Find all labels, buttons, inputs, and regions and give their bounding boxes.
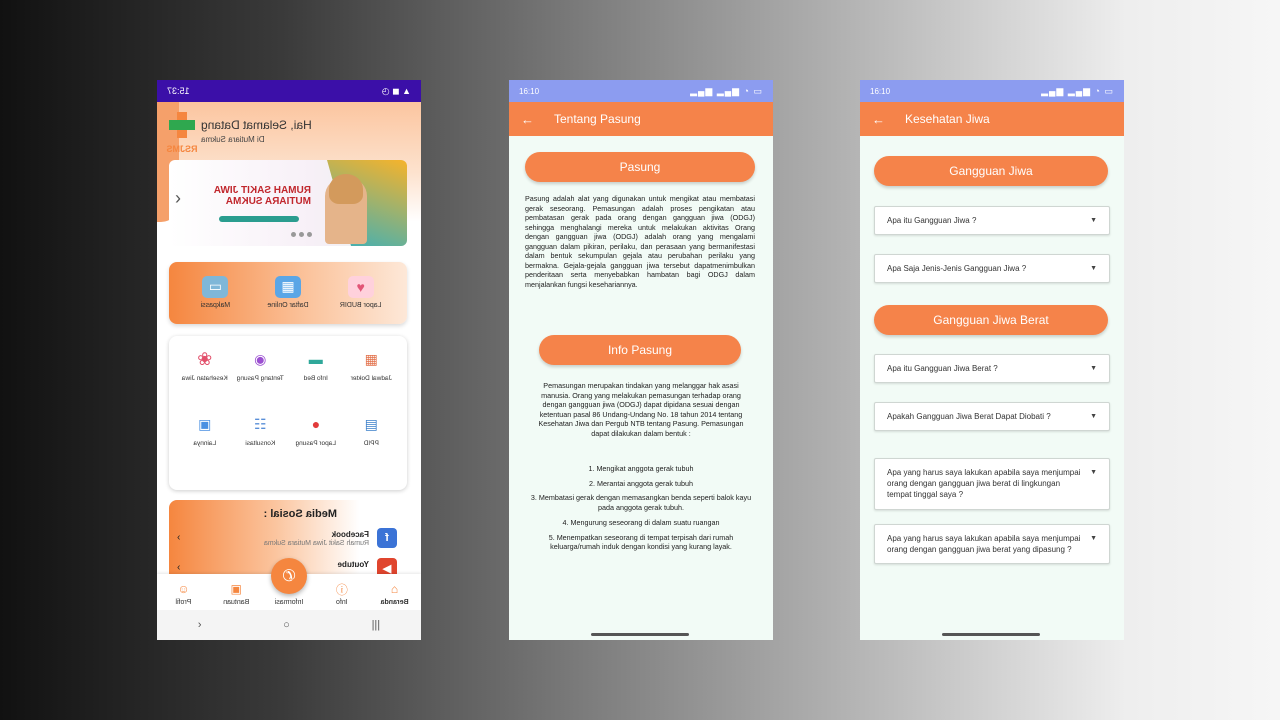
info-pasung-description: Pemasungan merupakan tindakan yang melanggar hak asasi manusia. Orang yang melakukan pemasungan terhadap orang dengan gangguan jiwa (ODGJ) dapat dipidana sesuai dengan ketentuan pasal 86 Undang-Undang No. 18 tahun 2014 tentang Kesehatan Jiwa dan Pergub NTB tentang Pasung. Pemasungan dapat dilakukan dalam bentuk : bbox=[538, 381, 744, 438]
section-header-pasung: Pasung bbox=[525, 152, 755, 182]
status-bar bbox=[509, 80, 773, 102]
grid-item-label: Lapor Pasung bbox=[295, 440, 336, 447]
pasung-forms-list bbox=[525, 464, 757, 557]
system-nav-bar bbox=[157, 610, 421, 640]
back-arrow-icon[interactable]: ← bbox=[521, 111, 534, 127]
accordion-item[interactable] bbox=[874, 254, 1110, 283]
back-arrow-icon[interactable]: ← bbox=[872, 111, 885, 127]
grid-item-label: Kesehatan Jiwa bbox=[181, 375, 228, 382]
grid-item-info-bed[interactable] bbox=[288, 348, 344, 413]
app-bar bbox=[860, 102, 1124, 136]
grid-item-ppid[interactable] bbox=[344, 413, 400, 478]
status-icons-left: ▲ ◼ ◷ bbox=[381, 85, 411, 96]
accordion-item[interactable] bbox=[874, 354, 1110, 383]
nav-bantuan[interactable] bbox=[214, 581, 258, 606]
dropdown-arrow-icon: ▼ bbox=[1090, 535, 1097, 542]
nav-info[interactable] bbox=[320, 581, 364, 606]
grid-item-label: Konsultasi bbox=[245, 440, 276, 447]
social-item-name: Youtube bbox=[337, 560, 369, 569]
grid-item-konsultasi[interactable] bbox=[233, 413, 289, 478]
section-header-info-pasung: Info Pasung bbox=[539, 335, 741, 365]
service-grid bbox=[169, 336, 407, 490]
status-time: 15:37 bbox=[167, 86, 190, 96]
logo-text: RSJMS bbox=[166, 144, 198, 154]
document-icon: ▤ bbox=[364, 415, 378, 432]
banner-person-head bbox=[329, 174, 363, 204]
promo-banner[interactable] bbox=[169, 160, 407, 246]
gesture-bar[interactable] bbox=[591, 633, 689, 636]
nav-label: Informasi bbox=[274, 599, 304, 606]
status-bar bbox=[157, 80, 421, 102]
grid-item-lainnya[interactable] bbox=[177, 413, 233, 478]
call-fab[interactable] bbox=[271, 558, 307, 594]
grid-item-label: Jadwal Dokter bbox=[350, 375, 392, 382]
banner-pagination bbox=[291, 232, 312, 237]
quick-menu-label: Makpassi bbox=[200, 301, 231, 309]
recents-icon[interactable]: ||| bbox=[371, 619, 381, 631]
content-area bbox=[509, 136, 773, 640]
nav-profil[interactable] bbox=[161, 581, 205, 606]
dropdown-arrow-icon: ▼ bbox=[1090, 413, 1097, 420]
info-icon: ⓘ bbox=[335, 582, 348, 597]
status-time: 16:10 bbox=[870, 86, 891, 96]
quick-menu-label: Daftar Online bbox=[267, 301, 309, 309]
list-item: 2. Merantai anggota gerak tubuh bbox=[589, 478, 693, 488]
phone-kesehatan-jiwa bbox=[860, 80, 1124, 640]
greeting-block bbox=[201, 118, 317, 144]
section-header-gangguan-jiwa: Gangguan Jiwa bbox=[874, 156, 1108, 186]
help-book-icon: ▣ bbox=[230, 582, 242, 596]
social-item-desc: Rumah Sakit Jiwa Mutiara Sukma bbox=[263, 540, 369, 547]
quick-menu bbox=[169, 262, 407, 324]
gesture-bar[interactable] bbox=[942, 633, 1040, 636]
section-header-gangguan-jiwa-berat: Gangguan Jiwa Berat bbox=[874, 305, 1108, 335]
status-bar bbox=[860, 80, 1124, 102]
accordion-question: Apa yang harus saya lakukan apabila saya menjumpai orang dengan gangguan jiwa berat yang dipasung ? bbox=[887, 534, 1081, 555]
home-circle-icon[interactable]: ○ bbox=[283, 619, 290, 631]
signal-wifi-battery-icon: ▂▄▆ ▂▄▆ ◔ ▭ bbox=[690, 85, 763, 96]
grid-item-label: Lainnya bbox=[193, 440, 217, 447]
grid-item-label: PPID bbox=[363, 440, 379, 447]
social-title: Media Sosial : bbox=[263, 508, 337, 520]
quick-menu-daftar-online[interactable] bbox=[258, 276, 318, 310]
dropdown-arrow-icon: ▼ bbox=[1090, 217, 1097, 224]
accordion-item[interactable] bbox=[874, 458, 1110, 510]
page-title: Kesehatan Jiwa bbox=[905, 112, 990, 126]
dropdown-arrow-icon: ▼ bbox=[1090, 365, 1097, 372]
phone-home-screen bbox=[157, 80, 421, 640]
brain-icon: ❀ bbox=[197, 348, 213, 369]
chevron-right-icon: › bbox=[177, 532, 181, 543]
grid-item-jadwal-dokter[interactable] bbox=[344, 348, 400, 413]
heart-hands-icon: ♥ bbox=[348, 276, 374, 298]
accordion-question: Apa itu Gangguan Jiwa ? bbox=[887, 216, 977, 225]
dropdown-arrow-icon: ▼ bbox=[1090, 265, 1097, 272]
list-item: 3. Membatasi gerak dengan memasangkan benda seperti balok kayu pada anggota gerak tubuh. bbox=[530, 493, 752, 513]
page-title: Tentang Pasung bbox=[554, 112, 641, 126]
list-item: 5. Menempatkan seseorang di tempat terpisah dari rumah keluarga/rumah induk dengan kondisi yang kurang layak. bbox=[548, 532, 734, 552]
accordion-question: Apa Saja Jenis-Jenis Gangguan Jiwa ? bbox=[887, 264, 1027, 273]
app-bar bbox=[509, 102, 773, 136]
chat-icon: ☷ bbox=[253, 415, 267, 432]
greeting-title: Hai, Selamat Datang bbox=[201, 118, 312, 132]
rsjms-logo-icon bbox=[165, 110, 199, 156]
list-item: 1. Mengikat anggota gerak tubuh bbox=[588, 464, 694, 473]
nav-label: Profil bbox=[175, 599, 192, 606]
phone-tentang-pasung bbox=[509, 80, 773, 640]
bulb-icon: ◉ bbox=[254, 350, 267, 367]
bed-icon: ▬ bbox=[308, 351, 323, 367]
quick-menu-makpassi[interactable] bbox=[185, 276, 245, 310]
phone-icon: ✆ bbox=[282, 568, 296, 585]
accordion-question: Apakah Gangguan Jiwa Berat Dapat Diobati ? bbox=[887, 412, 1051, 421]
content-area bbox=[860, 136, 1124, 640]
nav-label: Bantuan bbox=[223, 599, 250, 606]
list-item: 4. Mengurung seseorang di dalam suatu ruangan bbox=[562, 517, 720, 527]
alarm-icon: ● bbox=[311, 416, 320, 432]
grid-item-lapor-pasung[interactable] bbox=[288, 413, 344, 478]
quick-menu-lapor-budir[interactable] bbox=[331, 276, 391, 310]
apps-icon: ▣ bbox=[198, 415, 212, 432]
pasung-description: Pasung adalah alat yang digunakan untuk mengikat atau membatasi gerak seseorang. Pemasungan adalah proses pengikatan atau pembatasan gerak pada orang dengan gangguan jiwa (ODGJ) sehingga menghalangi mereka untuk melakukan aktivitas Orang dengan gangguan jiwa (ODGJ) adalah orang yang mengalami gangguan dalam pikiran, perilaku, dan perasaan yang bermanifestasi dalam bentuk sekumpulan gejala atau perubahan perilaku yang bermakna. Gejala-gejala gangguan jiwa tersebut dapatmenimbulkan penderitaan serta menyebabkan hambatan bagi ODGJ dalam menjalankan fungsi kesehariannya. bbox=[525, 194, 755, 289]
grid-item-label: Info Bed bbox=[303, 375, 328, 382]
youtube-icon: ▶ bbox=[377, 558, 397, 578]
chevron-right-icon: › bbox=[177, 562, 181, 573]
grid-item-kesehatan-jiwa[interactable] bbox=[177, 348, 233, 413]
accordion-item[interactable] bbox=[874, 402, 1110, 431]
banner-title: RUMAH SAKIT JIWA MUTIARA SUKMA bbox=[214, 185, 311, 207]
accordion-question: Apa yang harus saya lakukan apabila saya menjumpai orang dengan gangguan jiwa berat di lingkungan tempat tinggal saya ? bbox=[887, 468, 1081, 500]
accordion-item[interactable] bbox=[874, 206, 1110, 235]
dropdown-arrow-icon: ▼ bbox=[1090, 469, 1097, 476]
greeting-subtitle: Di Mutiara Sukma bbox=[201, 135, 265, 144]
banner-subtitle-bar bbox=[219, 216, 299, 222]
social-item-facebook[interactable] bbox=[177, 528, 397, 552]
nav-beranda[interactable] bbox=[373, 581, 417, 606]
accordion-item[interactable] bbox=[874, 524, 1110, 564]
monitor-icon: ▭ bbox=[202, 276, 228, 298]
facebook-icon: f bbox=[377, 528, 397, 548]
accordion-question: Apa itu Gangguan Jiwa Berat ? bbox=[887, 364, 998, 373]
grid-item-label: Tentang Pasung bbox=[236, 375, 284, 382]
grid-item-tentang-pasung[interactable] bbox=[233, 348, 289, 413]
quick-menu-label: Lapor BUDIR bbox=[339, 301, 382, 309]
nav-label: Info bbox=[335, 599, 348, 606]
calendar-icon: ▦ bbox=[364, 350, 378, 367]
home-icon: ⌂ bbox=[390, 582, 399, 596]
back-chevron-icon[interactable]: ‹ bbox=[197, 619, 202, 631]
calendar-online-icon: ▦ bbox=[275, 276, 301, 298]
banner-prev-icon[interactable]: ‹ bbox=[175, 188, 181, 208]
profile-icon: ☺ bbox=[177, 582, 190, 596]
signal-wifi-battery-icon: ▂▄▆ ▂▄▆ ◔ ▭ bbox=[1041, 85, 1114, 96]
nav-label: Beranda bbox=[380, 599, 409, 606]
social-item-name: Facebook bbox=[331, 530, 369, 539]
status-time: 16:10 bbox=[519, 86, 540, 96]
